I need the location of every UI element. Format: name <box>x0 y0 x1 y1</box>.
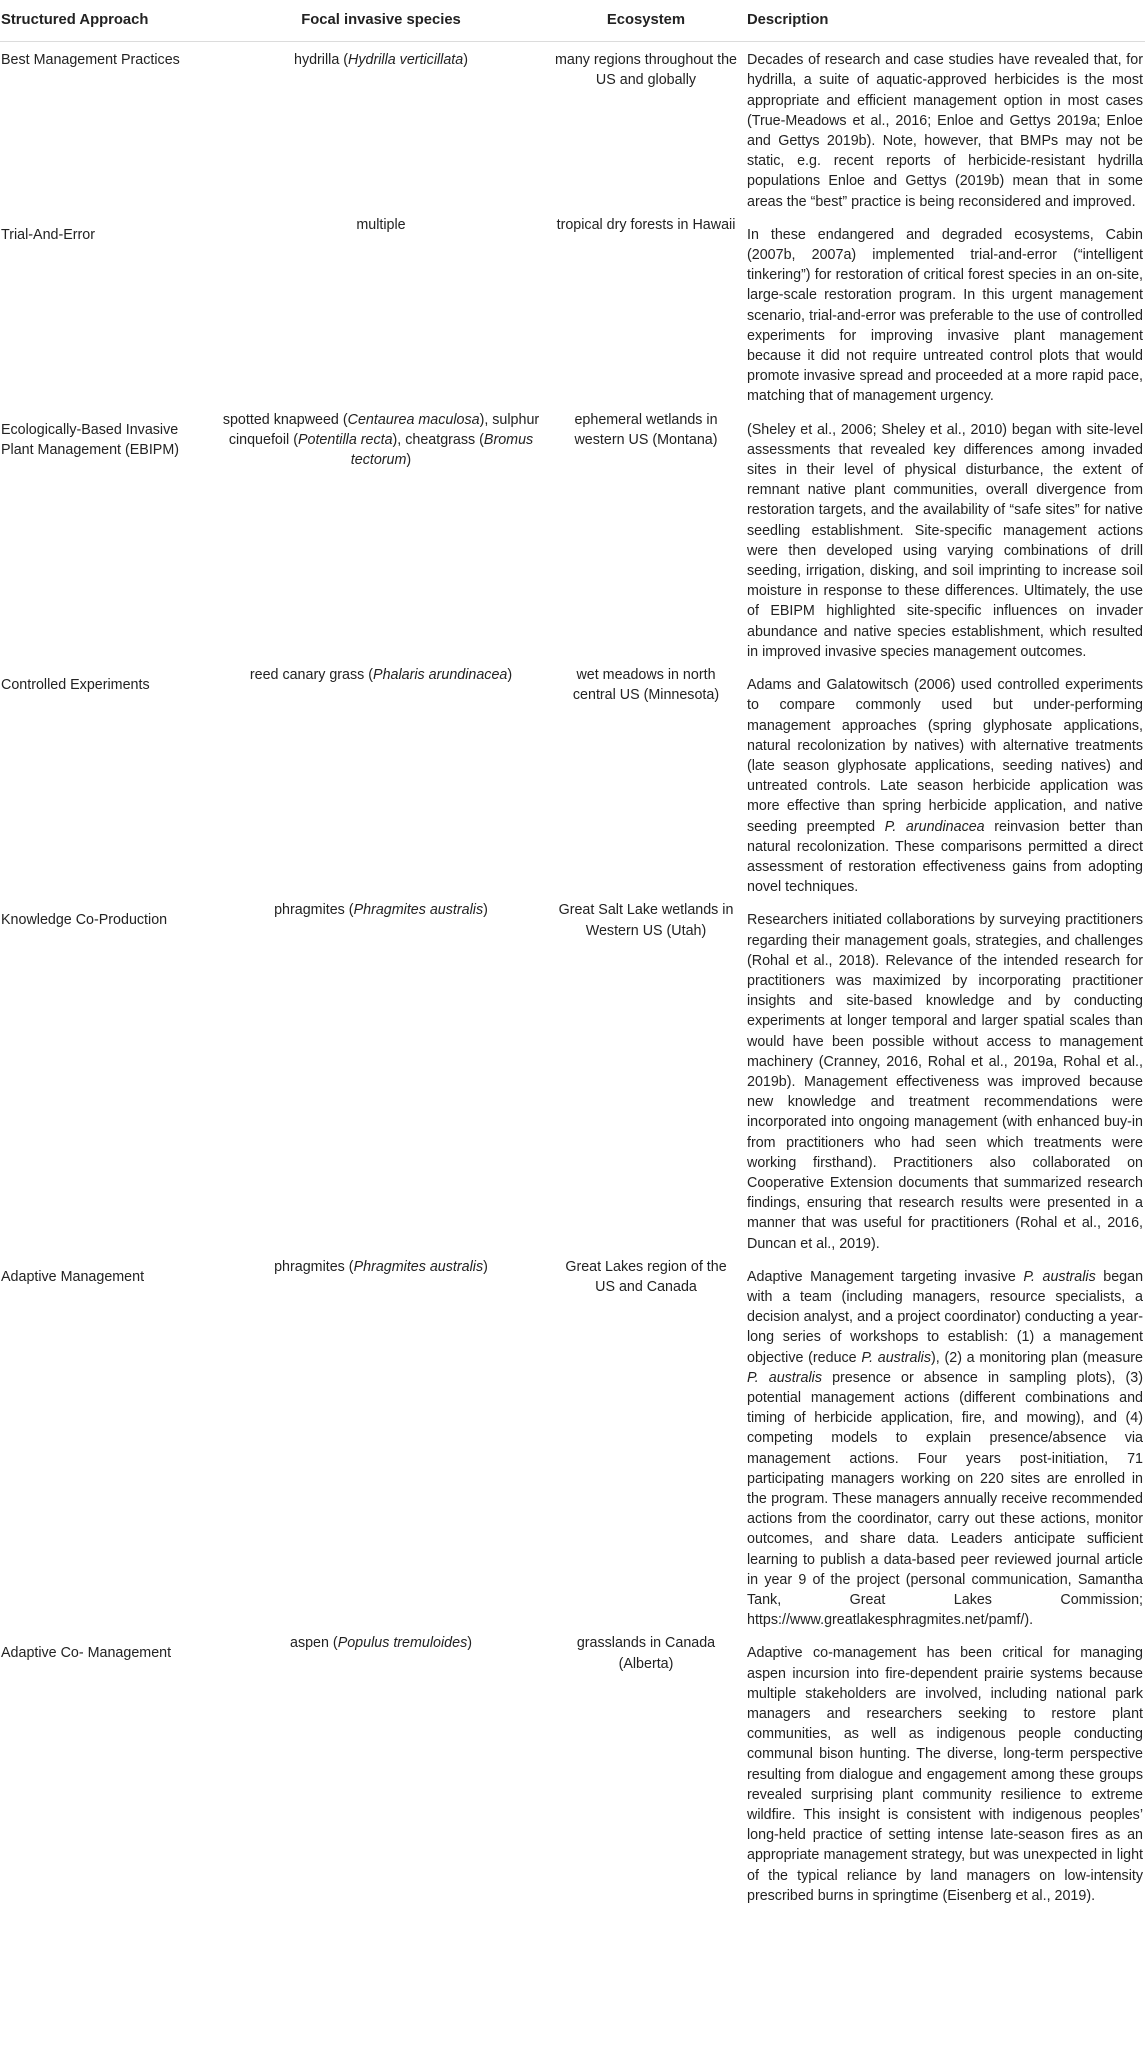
ecosystem-cell: wet meadows in north central US (Minnesota) <box>572 667 720 704</box>
species-cell: spotted knapweed (Centaurea maculosa), sulphur cinquefoil (Potentilla recta), cheatgrass (Bromus tectorum) <box>222 411 540 469</box>
species-cell: phragmites (Phragmites australis) <box>274 902 488 919</box>
header-row <box>0 0 1145 42</box>
description-cell: Adaptive Management targeting invasive P. australis began with a team (including managers, resource specialists, a decision analyst, and a project coordinator) conducting a year-long series of workshops to establish: (1) a management objective (reduce P. australis), (2) a monitoring plan (measure P. australis presence or absence in sampling plots), (3) potential management actions (different combinations and timing of herbicide application, fire, and mowing), and (4) competing models to explain presence/absence via management actions. Four years post-initiation, 71 participating managers working on 220 sites are enrolled in the program. These managers annually receive recommended actions from the coordinator, carry out these actions, monitor outcomes, and share data. Leaders anticipate sufficient learning to publish a data-based peer reviewed journal article in year 9 of the project (personal communication, Samantha Tank, Great Lakes Commission; https://www.greatlakesphragmites.net/pamf/). <box>747 1268 1144 1629</box>
ecosystem-cell: many regions throughout the US and globally <box>554 52 737 89</box>
description-cell: In these endangered and degraded ecosystems, Cabin (2007b, 2007a) implemented trial-and-error (“intelligent tinkering”) for restoration of critical forest species in an on-site, large-scale restoration program. In this urgent management scenario, trial-and-error was preferable to the use of controlled experiments for improving invasive plant management because it did not require untreated control plots that would promote invasive spread and proceeded at a more rapid pace, matching that of management urgency. <box>747 226 1143 405</box>
approach-cell: Ecologically-Based Invasive Plant Management (EBIPM) <box>1 421 179 458</box>
species-cell: phragmites (Phragmites australis) <box>274 1258 488 1275</box>
ecosystem-cell: ephemeral wetlands in western US (Montana) <box>574 411 718 448</box>
description-cell: Adams and Galatowitsch (2006) used controlled experiments to compare commonly used but under-performing management approaches (spring glyphosate applications, natural recolonization by natives) with alternative treatments (late season glyphosate applications, seeding natives) and untreated controls. Late season herbicide application was more effective than spring herbicide application, and native seeding preempted P. arundinacea reinvasion better than natural recolonization. These comparisons permitted a direct assessment of restoration effectiveness gains from adopting novel techniques. <box>747 677 1143 896</box>
species-cell: reed canary grass (Phalaris arundinacea) <box>249 667 513 684</box>
approach-cell: Trial-And-Error <box>1 226 95 243</box>
ecosystem-cell: tropical dry forests in Hawaii <box>556 216 736 233</box>
approach-cell: Knowledge Co-Production <box>1 912 168 929</box>
species-cell: hydrilla (Hydrilla verticillata) <box>294 52 468 69</box>
description-cell: Adaptive co-management has been critical for managing aspen incursion into fire-dependent prairie systems because multiple stakeholders are involved, including national park managers and researchers seeking to restore plant communities, as well as indigenous people conducting communal bison hunting. The diverse, long-term perspective resulting from dialogue and engagement among these groups revealed surprising plant community resilience to extreme wildfire. This insight is consistent with indigenous peoples’ long-held practice of setting intense late-season fires as an appropriate management strategy, but was unexpected in light of the typical reliance by land managers on low-intensity prescribed burns in springtime (Eisenberg et al., 2019). <box>747 1645 1143 1904</box>
table-row <box>0 410 1145 665</box>
species-cell: multiple <box>356 216 406 233</box>
table-row <box>0 900 1145 1256</box>
approach-cell: Controlled Experiments <box>1 677 150 694</box>
table-row <box>0 215 1145 410</box>
description-cell: (Sheley et al., 2006; Sheley et al., 2010) began with site-level assessments that revealed key differences among invaded sites in their level of physical disturbance, the extent of remnant native plant communities, overall divergence from restoration targets, and the availability of “safe sites” for native seedling establishment. Site-specific management actions were then developed using varying combinations of drill seeding, irrigation, disking, and soil imprinting to increase soil moisture in response to these differences. Ultimately, the use of EBIPM highlighted site-specific influences on invader abundance and native species establishment, which resulted in improved invasive species management outcomes. <box>747 421 1143 660</box>
approach-cell: Best Management Practices <box>1 52 180 69</box>
description-cell: Researchers initiated collaborations by surveying practitioners regarding their management goals, strategies, and challenges (Rohal et al., 2018). Relevance of the intended research for practitioners was maximized by incorporating practitioner insights and site-based knowledge and by conducting experiments at longer temporal and larger spatial scales than would have been possible without access to management machinery (Cranney, 2016, Rohal et al., 2019a, Rohal et al., 2019b). Management effectiveness was improved because new knowledge and treatment recommendations were incorporated into ongoing management (with enhanced buy-in from practitioners who had seen which treatments were working firsthand). Practitioners also collaborated on Cooperative Extension documents that summarized research findings, ensuring that research results were presented in a manner that was useful for practitioners (Rohal et al., 2016, Duncan et al., 2019). <box>747 912 1143 1252</box>
species-cell: aspen (Populus tremuloides) <box>290 1635 472 1652</box>
header-ecosystem: Ecosystem <box>548 0 744 42</box>
approach-cell: Adaptive Co- Management <box>1 1645 172 1662</box>
table-row <box>0 1257 1145 1634</box>
ecosystem-cell: grasslands in Canada (Alberta) <box>576 1635 716 1672</box>
ecosystem-cell: Great Lakes region of the US and Canada <box>565 1258 727 1295</box>
header-species: Focal invasive species <box>214 0 548 42</box>
table-row <box>0 42 1145 215</box>
ecosystem-cell: Great Salt Lake wetlands in Western US (Utah) <box>558 902 734 939</box>
header-description: Description <box>744 0 1145 42</box>
approach-cell: Adaptive Management <box>1 1268 145 1285</box>
header-approach: Structured Approach <box>0 0 214 42</box>
table-row <box>0 1633 1145 1909</box>
description-cell: Decades of research and case studies have revealed that, for hydrilla, a suite of aquatic-approved herbicides is the most appropriate and efficient management option in most cases (True-Meadows et al., 2016; Enloe and Gettys 2019a; Enloe and Gettys 2019b). Note, however, that BMPs may not be static, e.g. recent reports of herbicide-resistant hydrilla populations Enloe and Gettys (2019b) mean that in some areas the “best” practice is being reconsidered and improved. <box>747 52 1143 210</box>
table-row <box>0 665 1145 900</box>
